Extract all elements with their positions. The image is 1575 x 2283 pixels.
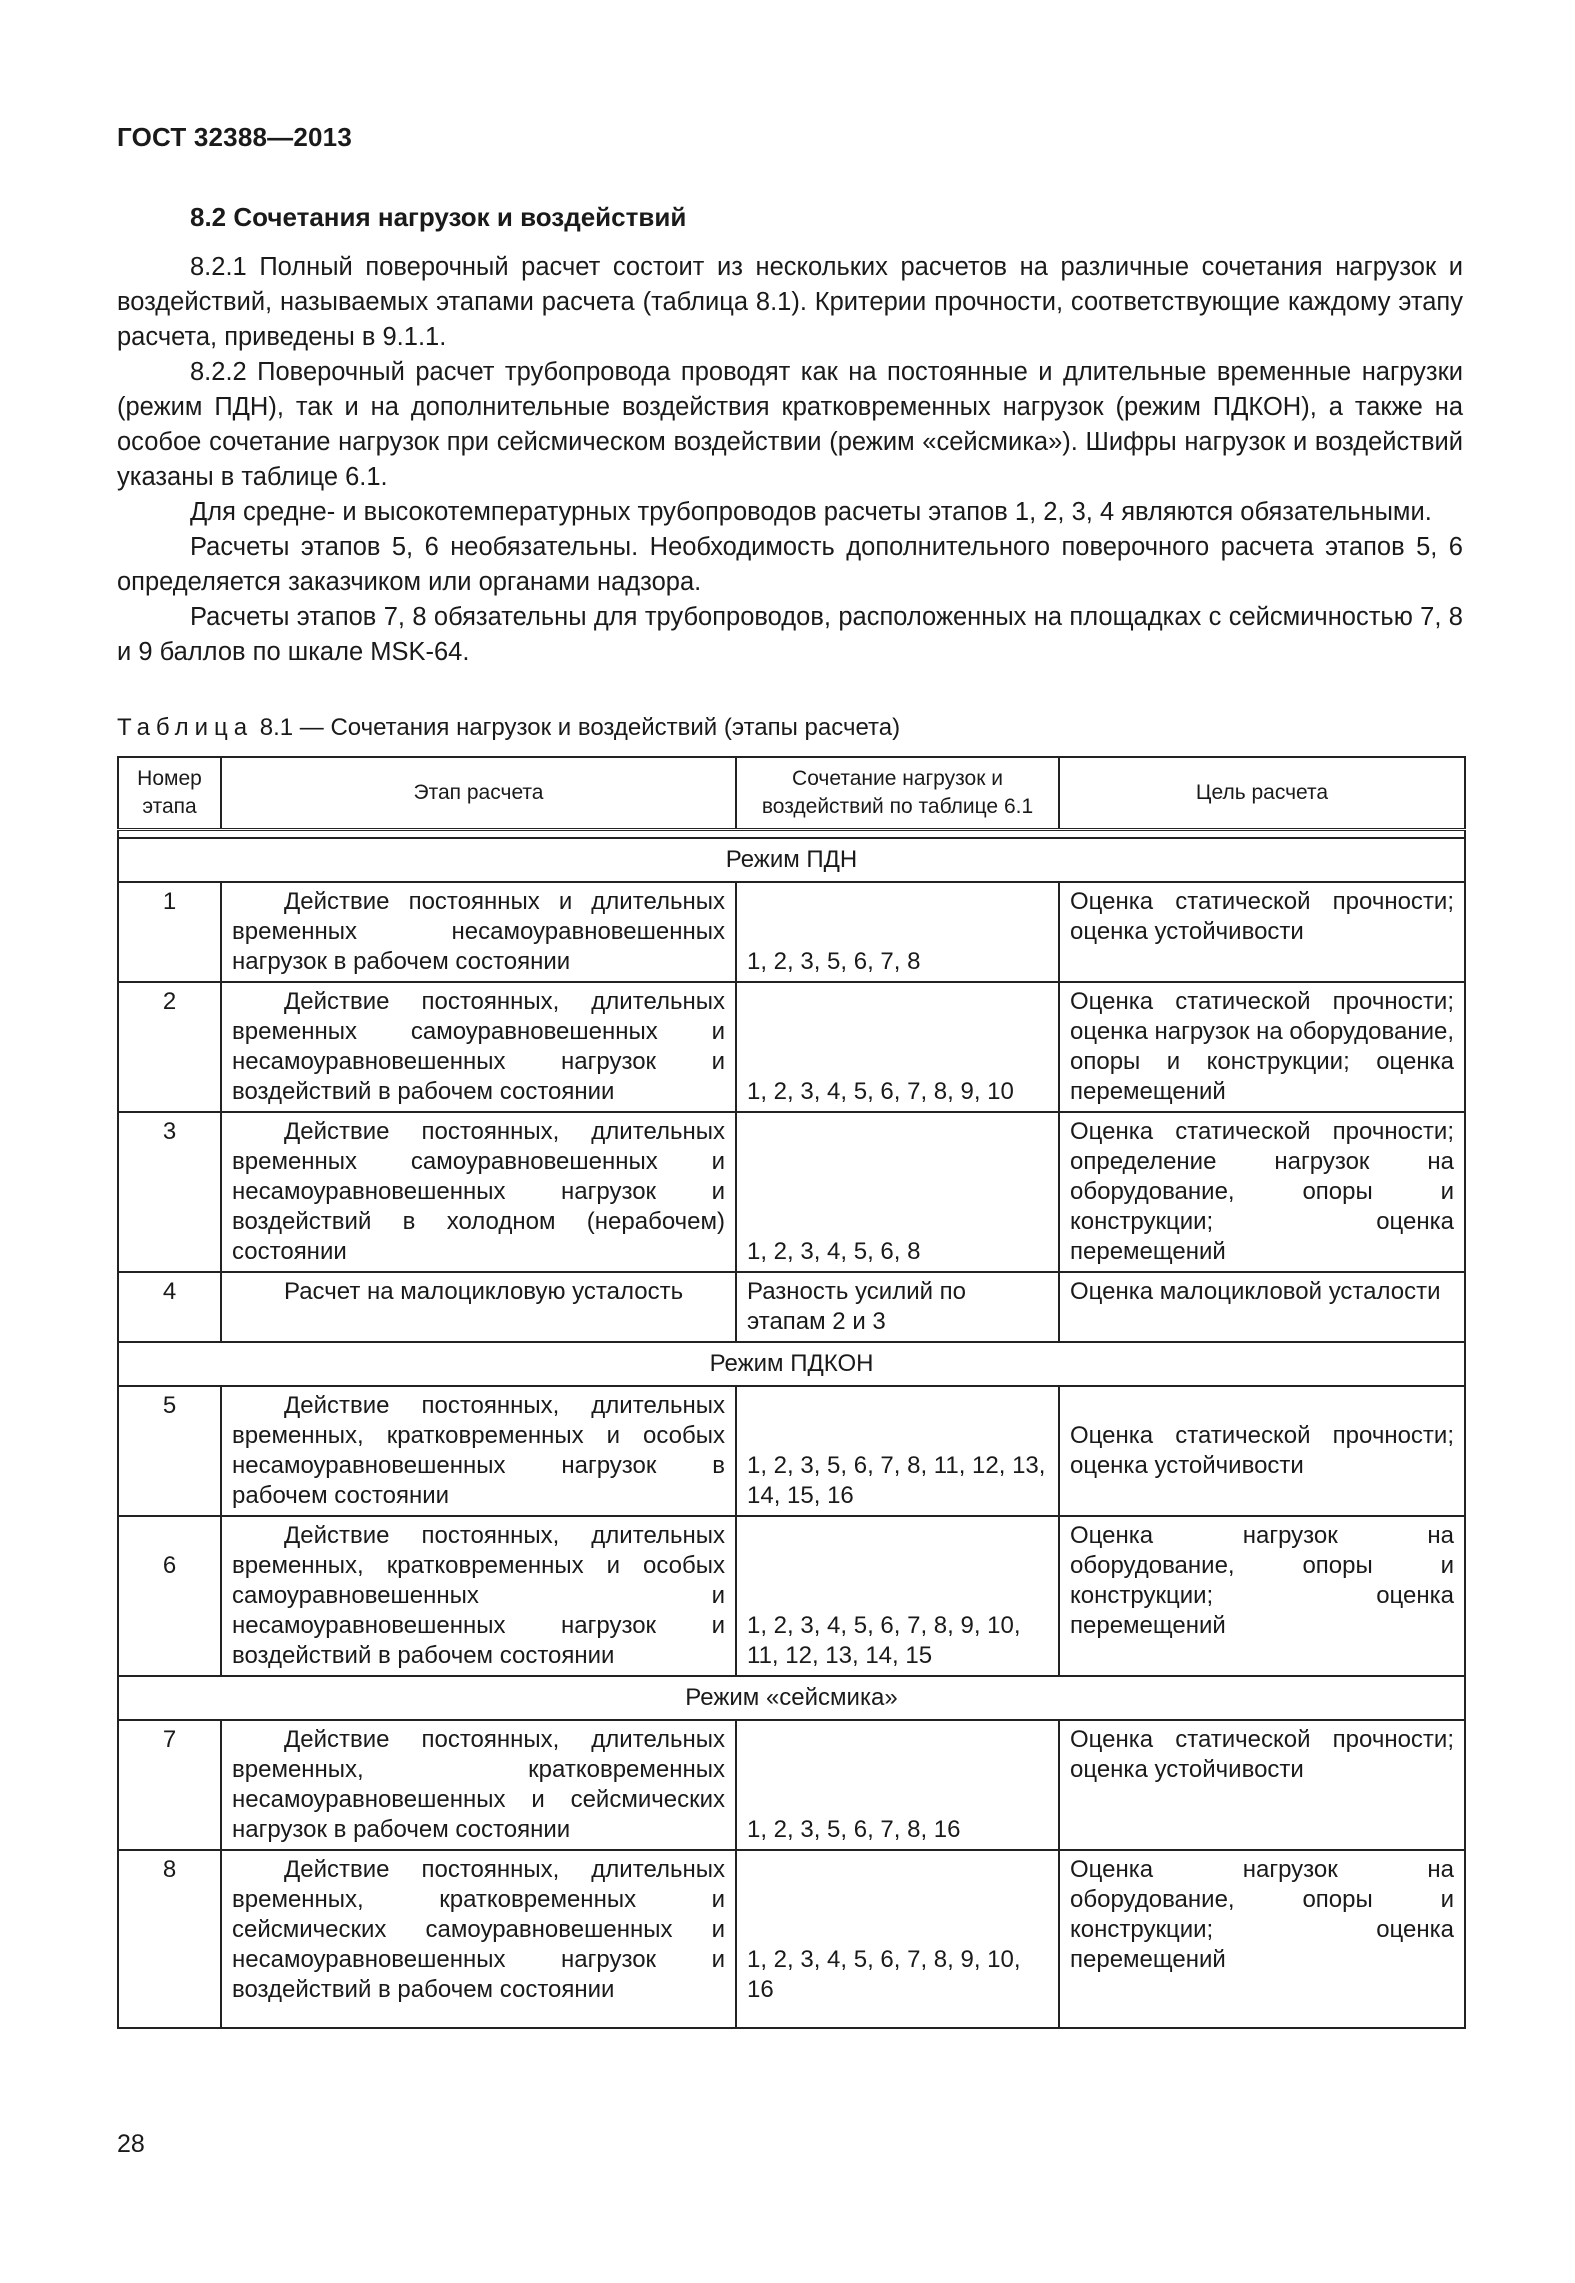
load-combination: 1, 2, 3, 5, 6, 7, 8: [736, 882, 1059, 982]
load-combination: Разность усилий по этапам 2 и 3: [736, 1272, 1059, 1342]
table-row: [118, 1720, 1465, 1850]
calculation-goal: Оценка статической прочности; оценка устойчивости: [1059, 882, 1465, 982]
stage-description: Действие постоянных и длительных временных несамоуравновешенных нагрузок в рабочем состоянии: [221, 882, 736, 982]
stage-number: 3: [118, 1112, 221, 1272]
load-combination: 1, 2, 3, 5, 6, 7, 8, 11, 12, 13, 14, 15, 16: [736, 1386, 1059, 1516]
stage-description: Действие постоянных, длительных временных самоуравновешенных и несамоуравновешенных нагрузок и воздействий в холодном (нерабочем) состоянии: [221, 1112, 736, 1272]
section-body: [117, 250, 1463, 670]
standard-code: ГОСТ 32388—2013: [117, 122, 352, 152]
stage-description: Действие постоянных, длительных временных, кратковременных несамоуравновешенных и сейсмических нагрузок в рабочем состоянии: [221, 1720, 736, 1850]
table-separator: [118, 830, 1465, 839]
table-caption: [117, 714, 900, 742]
mode-row: [118, 1676, 1465, 1720]
load-combination: 1, 2, 3, 4, 5, 6, 7, 8, 9, 10: [736, 982, 1059, 1112]
header-stage: Этап расчета: [221, 757, 736, 830]
stage-number: 8: [118, 1850, 221, 2028]
header-combination: Сочетание нагрузок и воздействий по таблице 6.1: [736, 757, 1059, 830]
calculation-goal: Оценка нагрузок на оборудование, опоры и конструкции; оценка перемещений: [1059, 1850, 1465, 2028]
stage-number: 6: [118, 1516, 221, 1676]
table-row: [118, 1386, 1465, 1516]
stage-number: 1: [118, 882, 221, 982]
mode-row: [118, 838, 1465, 882]
load-combinations-table: [117, 756, 1466, 2029]
stage-number: 7: [118, 1720, 221, 1850]
calculation-goal: Оценка статической прочности; оценка устойчивости: [1059, 1386, 1465, 1516]
stage-number: 2: [118, 982, 221, 1112]
stage-description: Действие постоянных, длительных временных, кратковременных и особых несамоуравновешенных нагрузок в рабочем состоянии: [221, 1386, 736, 1516]
calculation-goal: Оценка статической прочности; оценка нагрузок на оборудование, опоры и конструкции; оценка перемещений: [1059, 982, 1465, 1112]
header-goal: Цель расчета: [1059, 757, 1465, 830]
stage-description: Расчет на малоцикловую усталость: [221, 1272, 736, 1342]
table-caption-label: Таблица: [117, 714, 254, 741]
table-row: [118, 1516, 1465, 1676]
section-title: 8.2 Сочетания нагрузок и воздействий: [190, 202, 687, 232]
table-header-row: [118, 757, 1465, 830]
load-combination: 1, 2, 3, 4, 5, 6, 7, 8, 9, 10, 16: [736, 1850, 1059, 2028]
paragraph: 8.2.1 Полный поверочный расчет состоит из нескольких расчетов на различные сочетания нагрузок и воздействий, называемых этапами расчета (таблица 8.1). Критерии прочности, соответствующие каждому этапу расчета, приведены в 9.1.1.: [117, 253, 1463, 351]
stage-description: Действие постоянных, длительных временных, кратковременных и сейсмических самоуравновешенных и несамоуравновешенных нагрузок и воздействий в рабочем состоянии: [221, 1850, 736, 2028]
paragraph: Расчеты этапов 5, 6 необязательны. Необходимость дополнительного поверочного расчета этапов 5, 6 определяется заказчиком или органами надзора.: [117, 533, 1463, 596]
load-combination: 1, 2, 3, 5, 6, 7, 8, 16: [736, 1720, 1059, 1850]
header-stage-number: Номер этапа: [118, 757, 221, 830]
stage-description: Действие постоянных, длительных временных, кратковременных и особых самоуравновешенных и несамоуравновешенных нагрузок и воздействий в рабочем состоянии: [221, 1516, 736, 1676]
stage-number: 4: [118, 1272, 221, 1342]
page-number: 28: [117, 2130, 145, 2158]
mode-label: Режим «сейсмика»: [118, 1676, 1465, 1720]
stage-description: Действие постоянных, длительных временных самоуравновешенных и несамоуравновешенных нагрузок и воздействий в рабочем состоянии: [221, 982, 736, 1112]
calculation-goal: Оценка статической прочности; определение нагрузок на оборудование, опоры и конструкции; оценка перемещений: [1059, 1112, 1465, 1272]
calculation-goal: Оценка статической прочности; оценка устойчивости: [1059, 1720, 1465, 1850]
calculation-goal: Оценка нагрузок на оборудование, опоры и конструкции; оценка перемещений: [1059, 1516, 1465, 1676]
mode-label: Режим ПДН: [118, 838, 1465, 882]
table-row: [118, 882, 1465, 982]
paragraph: Для средне- и высокотемпературных трубопроводов расчеты этапов 1, 2, 3, 4 являются обязательными.: [190, 498, 1432, 526]
paragraph: 8.2.2 Поверочный расчет трубопровода проводят как на постоянные и длительные временные нагрузки (режим ПДН), так и на дополнительные воздействия кратковременных нагрузок (режим ПДКОН), а также на особое сочетание нагрузок при сейсмическом воздействии (режим «сейсмика»). Шифры нагрузок и воздействий указаны в таблице 6.1.: [117, 358, 1463, 491]
stage-number: 5: [118, 1386, 221, 1516]
table-row: [118, 1112, 1465, 1272]
calculation-goal: Оценка малоцикловой усталости: [1059, 1272, 1465, 1342]
table-row: [118, 1272, 1465, 1342]
table-row: [118, 982, 1465, 1112]
load-combination: 1, 2, 3, 4, 5, 6, 7, 8, 9, 10, 11, 12, 13, 14, 15: [736, 1516, 1059, 1676]
table-caption-text: 8.1 — Сочетания нагрузок и воздействий (этапы расчета): [253, 714, 901, 741]
table-row: [118, 1850, 1465, 2028]
paragraph: Расчеты этапов 7, 8 обязательны для трубопроводов, расположенных на площадках с сейсмичностью 7, 8 и 9 баллов по шкале MSK-64.: [117, 603, 1463, 666]
load-combination: 1, 2, 3, 4, 5, 6, 8: [736, 1112, 1059, 1272]
mode-row: [118, 1342, 1465, 1386]
mode-label: Режим ПДКОН: [118, 1342, 1465, 1386]
